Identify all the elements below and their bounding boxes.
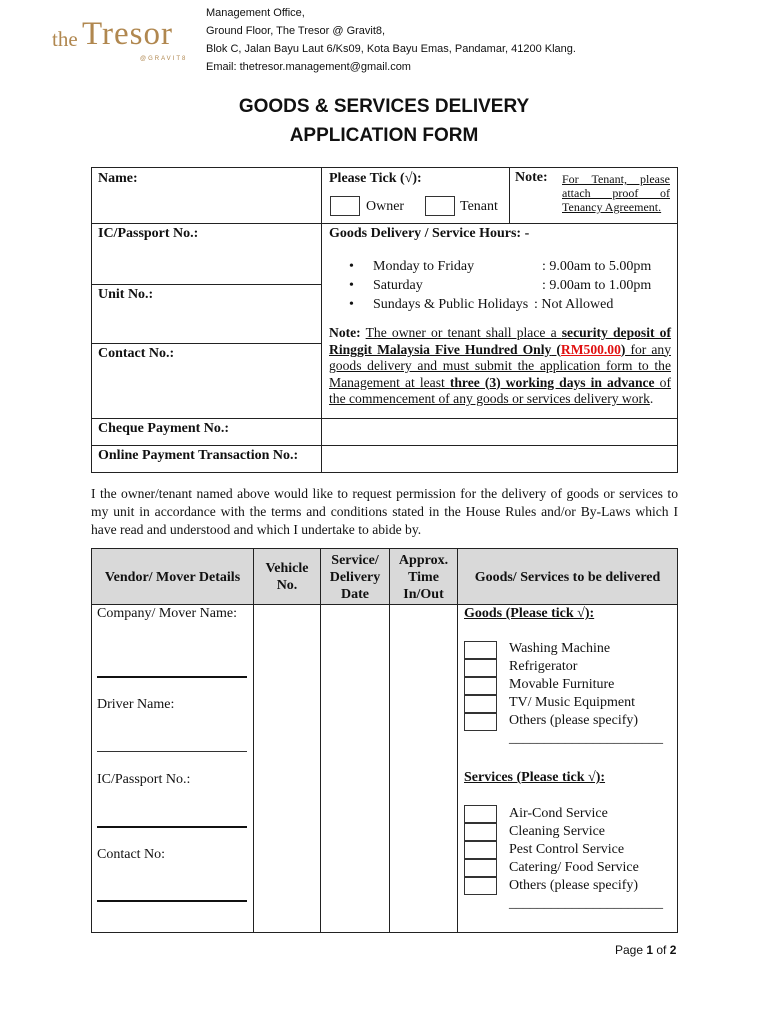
owner-checkbox[interactable] (330, 196, 360, 216)
vendor-contact-line[interactable] (97, 900, 247, 902)
goods-item: Others (please specify) (509, 713, 639, 728)
deposit-note: Note: The owner or tenant shall place a security deposit of Ringgit Malaysia Five Hundred Only (RM500.00) for any goods delivery and must submit the application form to the Management at least three (3) working days in advance of the commencement of any goods or services delivery work. (329, 325, 672, 406)
logo-tresor: Tresor (82, 16, 173, 52)
logo-subtitle: @GRAVIT8 (140, 56, 188, 62)
services-checkbox[interactable] (464, 841, 497, 859)
note-label: Note: (515, 170, 548, 185)
goods-item: TV/ Music Equipment (509, 695, 635, 710)
owner-label: Owner (366, 199, 405, 214)
tresor-logo (52, 14, 192, 62)
address-line: Email: thetresor.management@gmail.com (206, 61, 411, 73)
services-specify-line[interactable]: ______________________ (509, 896, 663, 911)
vendor-ic-label: IC/Passport No.: (97, 772, 191, 787)
company-name-line[interactable] (97, 676, 247, 678)
goods-checkbox[interactable] (464, 677, 497, 695)
goods-title: Goods (Please tick √): (464, 606, 595, 621)
applicant-table (91, 167, 678, 473)
services-item: Air-Cond Service (509, 806, 608, 821)
tenant-checkbox[interactable] (425, 196, 455, 216)
ic-passport-label: IC/Passport No.: (98, 226, 199, 241)
services-checkbox[interactable] (464, 823, 497, 841)
services-title: Services (Please tick √): (464, 770, 606, 785)
address-line: Ground Floor, The Tresor @ Gravit8, (206, 25, 386, 37)
logo-the: the (52, 27, 78, 51)
goods-checkbox[interactable] (464, 695, 497, 713)
goods-item: Washing Machine (509, 641, 611, 656)
name-label: Name: (98, 171, 138, 186)
page-number: Page 1 of 2 (615, 943, 677, 957)
address-line: Blok C, Jalan Bayu Laut 6/Ks09, Kota Bayu Emas, Pandamar, 41200 Klang. (206, 43, 576, 55)
services-checkbox[interactable] (464, 877, 497, 895)
management-address (206, 4, 576, 76)
vendor-contact-label: Contact No: (97, 847, 166, 862)
services-list (509, 805, 663, 913)
header-vehicle: Vehicle No. (265, 561, 309, 593)
unit-no-label: Unit No.: (98, 287, 154, 302)
goods-list (509, 640, 663, 748)
hours-list (349, 257, 652, 314)
goods-item: Movable Furniture (509, 677, 615, 692)
address-line: Management Office, (206, 7, 305, 19)
driver-name-label: Driver Name: (97, 697, 175, 712)
header-goods: Goods/ Services to be delivered (474, 569, 661, 585)
hours-title: Goods Delivery / Service Hours: - (329, 226, 530, 241)
goods-checkbox[interactable] (464, 659, 497, 677)
form-title-line1: GOODS & SERVICES DELIVERY (238, 96, 530, 117)
delivery-table (91, 548, 678, 933)
goods-checkbox[interactable] (464, 713, 497, 731)
company-name-label: Company/ Mover Name: (97, 606, 237, 621)
goods-specify-line[interactable]: ______________________ (509, 731, 663, 746)
vendor-ic-line[interactable] (97, 826, 247, 828)
header-vendor: Vendor/ Mover Details (104, 569, 241, 585)
services-checkbox[interactable] (464, 805, 497, 823)
cheque-payment-label: Cheque Payment No.: (98, 421, 230, 436)
driver-name-line[interactable] (97, 751, 247, 752)
header-time: Approx. Time In/Out (398, 552, 449, 602)
contact-no-label: Contact No.: (98, 346, 175, 361)
hours-item: • Sundays & Public Holidays : Not Allowed (349, 297, 614, 312)
header-date: Service/ Delivery Date (329, 552, 381, 602)
services-item: Pest Control Service (509, 842, 625, 857)
hours-item: • Saturday : 9.00am to 1.00pm (349, 278, 652, 293)
goods-checkbox[interactable] (464, 641, 497, 659)
services-item: Others (please specify) (509, 878, 639, 893)
form-title-line2: APPLICATION FORM (289, 125, 479, 146)
online-payment-label: Online Payment Transaction No.: (98, 448, 299, 463)
services-item: Cleaning Service (509, 824, 606, 839)
services-checkbox[interactable] (464, 859, 497, 877)
please-tick-label: Please Tick (√): (329, 171, 422, 186)
tenant-label: Tenant (460, 199, 498, 214)
declaration-text: I the owner/tenant named above would like to request permission for the delivery of goods or services to my unit in accordance with the terms and conditions stated in the House Rules and/or By-Laws which I have read and understood and which I undertake to abide by. (91, 486, 678, 537)
services-item: Catering/ Food Service (509, 860, 639, 875)
goods-item: Refrigerator (509, 659, 578, 674)
hours-item: • Monday to Friday : 9.00am to 5.00pm (349, 259, 652, 274)
tenancy-note: For Tenant, please attach proof of Tenancy Agreement. (562, 172, 670, 214)
